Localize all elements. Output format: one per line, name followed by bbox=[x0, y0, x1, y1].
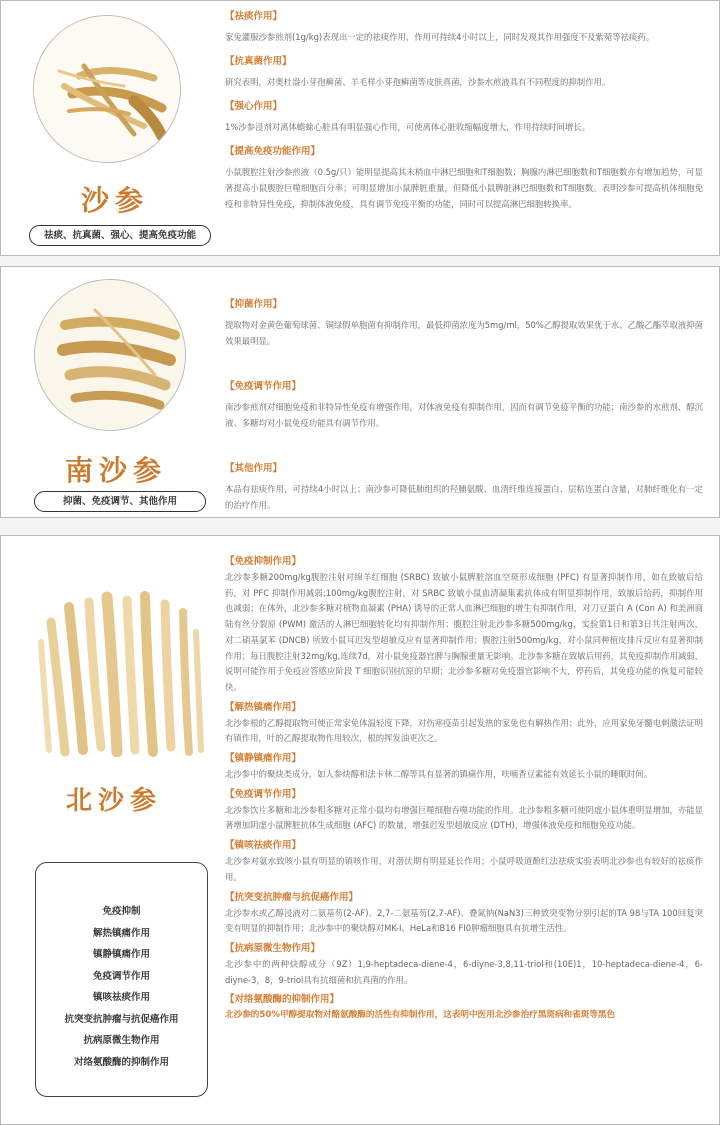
beishashen-root-image bbox=[31, 582, 206, 757]
section-heading: 【对络氨酸酶的抑制作用】 bbox=[225, 994, 340, 1006]
section-heading: 【抑菌作用】 bbox=[225, 299, 283, 310]
list-item: 免疫抑制 bbox=[102, 906, 141, 917]
effects-column bbox=[225, 550, 703, 1028]
list-item: 对络氨酸酶的抑制作用 bbox=[73, 1056, 169, 1068]
section-heading: 【免疫调节作用】 bbox=[225, 788, 302, 800]
section-text: 家兔灌服沙参煎剂(1g/kg)表现出一定的祛痰作用，作用可持续4小时以上，同时发现其作用强度不及紫菀等祛痰药。 bbox=[225, 32, 655, 42]
section-heading: 【免疫调节作用】 bbox=[225, 381, 302, 392]
section-heading: 【提高免疫功能作用】 bbox=[225, 146, 321, 157]
section-text: 北沙参水或乙醇浸液对二氨基芴(2-AF)、2,7-二氨基芴(2,7-AF)、叠氮钠(NaN3)三种致突变物分别引起的TA 98与TA 100回复突变有明显的抑制作用；北沙参中的聚炔醇对MK-I、HeLa和B16 FI0肿瘤细胞具有抗增生活性。 bbox=[225, 907, 703, 934]
section-heading: 【免疫抑制作用】 bbox=[225, 556, 302, 567]
section-heading: 【强心作用】 bbox=[225, 101, 283, 112]
section-heading: 【祛痰作用】 bbox=[225, 11, 283, 22]
left-column bbox=[1, 267, 216, 517]
card-nanshashen bbox=[0, 266, 720, 518]
section-heading: 【抗病原微生物作用】 bbox=[225, 942, 321, 954]
nanshashen-root-image bbox=[34, 279, 186, 431]
section-text: 北沙参中的聚炔类成分，如人参炔醇和法卡林二醇等具有显著的镇痛作用，呋喃香豆素能有效延长小鼠的睡眠时间。 bbox=[225, 769, 653, 780]
list-item: 镇静镇痛作用 bbox=[92, 949, 150, 960]
section-text: 北沙参中的两种炔醇成分（9Z）1,9-heptadeca-diene-4，6-diyne-3,8,11-triol和(10E)1，10-heptadeca-diene-4，6-diyne-3，8，9-triol具有抗细菌和抗真菌的作用。 bbox=[225, 958, 703, 985]
section-text: 南沙参煎剂对细胞免疫和非特异性免疫有增强作用，对体液免疫有抑制作用，因而有调节免疫平衡的功能；南沙参的水煎剂、醇沉液、多糖均对小鼠免疫功能具有调节作用。 bbox=[225, 402, 703, 428]
section-text: 北沙参对氨水致咳小鼠有明显的镇咳作用，对潜伏期有明显延长作用；小鼠呼吸道酚红法祛痰实验表明北沙参也有较好的祛痰作用。 bbox=[225, 856, 703, 882]
list-item: 解热镇痛作用 bbox=[92, 927, 150, 939]
herb-tagline: 抑菌、免疫调节、其他作用 bbox=[34, 491, 206, 512]
section-heading: 【抗突变抗肿瘤与抗促癌作用】 bbox=[225, 891, 359, 903]
section-text: 小鼠腹腔注射沙参煎液（0.5g/只）能明显提高其末梢血中淋巴细胞和T细胞数；胸腺内淋巴细胞数和T细胞数亦有增加趋势，可显著提高小鼠腹腔巨噬细胞百分率；可明显增加小鼠脾脏重量，但降低小鼠脾脏淋巴细胞数和T细胞数。表明沙参可提高机体细胞免疫和非特异性免疫，抑制体液免疫，具有调节免疫平衡的功能，同时可以提高淋巴细胞转换率。 bbox=[225, 167, 703, 209]
shashen-root-image bbox=[33, 15, 181, 163]
section-text: 提取物对金黄色葡萄球菌、铜绿假单胞菌有抑制作用，最低抑菌浓度为5mg/ml，50%乙醇提取效果优于水、乙酸乙酯萃取液抑菌效果最明显。 bbox=[225, 320, 703, 346]
section-text: 北沙参多糖200mg/kg腹腔注射对绵羊红细胞 (SRBC) 致敏小鼠脾脏溶血空斑形成细胞 (PFC) 有显著抑制作用，如在致敏后给药，对 PFC 抑制作用减弱;100mg/kg腹腔注射，对 SRBC 致敏小鼠血清凝集素抗体成有明显抑制作用，致敏后给药，抑制作用也减弱；在体外，北沙参多糖对植物血凝素 (PHA) 诱导的正常人血淋巴细胞的增生有抑制作用，对刀豆蛋白 A (Con A) 和美洲商陆有丝分裂原 (PWM) 激活的人淋巴细胞转化均有抑制作用；腹腔注射北沙参多糖500mg/kg，实验第1日和第3日共注射两次，对二硝基氯苯 (DNCB) 所致小鼠耳迟发型超敏反应有显著抑制作用；腹腔注射500mg/kg，对小鼠同种植皮排斥反应有显著抑制作用；每日腹腔注射32mg/kg,连续7d，对小鼠免疫器官脾与胸腺重量无影响。北沙参多糖在致敏后用药，其免疫抑制作用减弱，说明可能作用于免疫应答感应阶段 T 细胞识别抗原的早期；北沙参多糖对免疫器官影响不大，停药后，其免疫功能的恢复可能较快。 bbox=[225, 572, 703, 692]
section-heading: 【解热镇痛作用】 bbox=[225, 701, 302, 713]
section-heading: 【镇静镇痛作用】 bbox=[225, 753, 302, 765]
herb-title: 北沙参 bbox=[66, 786, 163, 816]
list-item: 抗突变抗肿瘤与抗促癌作用 bbox=[64, 1013, 179, 1025]
section-heading: 【镇咳祛痰作用】 bbox=[225, 840, 302, 852]
herb-title: 南沙参 bbox=[65, 454, 168, 487]
section-text: 北沙参饮片多糖和北沙参粗多糖对正常小鼠均有增强巨噬细胞吞噬功能的作用。北沙参粗多糖可使阴虚小鼠体重明显增加，亦能显著增加阴虚小鼠脾脏抗体生成细胞 (AFC) 的数量，增强迟发型超敏反应 (DTH)，增强体液免疫和细胞免疫功能。 bbox=[225, 804, 703, 831]
list-item: 免疫调节作用 bbox=[92, 970, 150, 982]
left-column bbox=[1, 536, 216, 1124]
effects-column bbox=[225, 9, 703, 221]
herb-title: 沙参 bbox=[81, 184, 150, 217]
section-heading: 【其他作用】 bbox=[225, 463, 283, 474]
section-text: 本品有祛痰作用，可持续4小时以上；南沙参可降低肺组织的羟脯氨酸、血清纤维连接蛋白、层粘连蛋白含量，对肺纤维化有一定的治疗作用。 bbox=[225, 484, 703, 510]
card-beishashen bbox=[0, 535, 720, 1125]
section-text: 1%沙参浸剂对离体蟾蜍心脏具有明显强心作用，可使离体心脏收缩幅度增大，作用持续时间增长。 bbox=[225, 122, 591, 132]
section-text: 北沙参的50%甲醇提取物对酪氨酸酶的活性有抑制作用，这表明中医用北沙参治疗黑斑病和雀斑等黑色 bbox=[225, 1010, 616, 1021]
section-heading: 【抗真菌作用】 bbox=[225, 56, 292, 67]
effects-list bbox=[35, 862, 208, 1097]
card-shashen bbox=[0, 0, 720, 256]
list-item: 抗病原微生物作用 bbox=[83, 1035, 160, 1046]
left-column bbox=[1, 1, 216, 255]
herb-tagline: 祛痰、抗真菌、强心、提高免疫功能 bbox=[29, 225, 211, 246]
effects-column bbox=[225, 297, 703, 518]
section-text: 研究表明，对奥杜盎小芽孢癣菌、羊毛样小芽孢癣菌等皮肤真菌，沙参水煎液具有不同程度的抑制作用。 bbox=[225, 77, 611, 87]
section-text: 北沙参根的乙醇提取物可使正常家免体温轻度下降，对伤寒疫苗引起发热的家免也有解热作用；此外，应用家免牙髓电刺激法证明有镇作用，叶的乙醇提取物作用较次，根的挥发油更次之。 bbox=[225, 717, 703, 744]
list-item: 镇咳祛痰作用 bbox=[92, 992, 150, 1003]
